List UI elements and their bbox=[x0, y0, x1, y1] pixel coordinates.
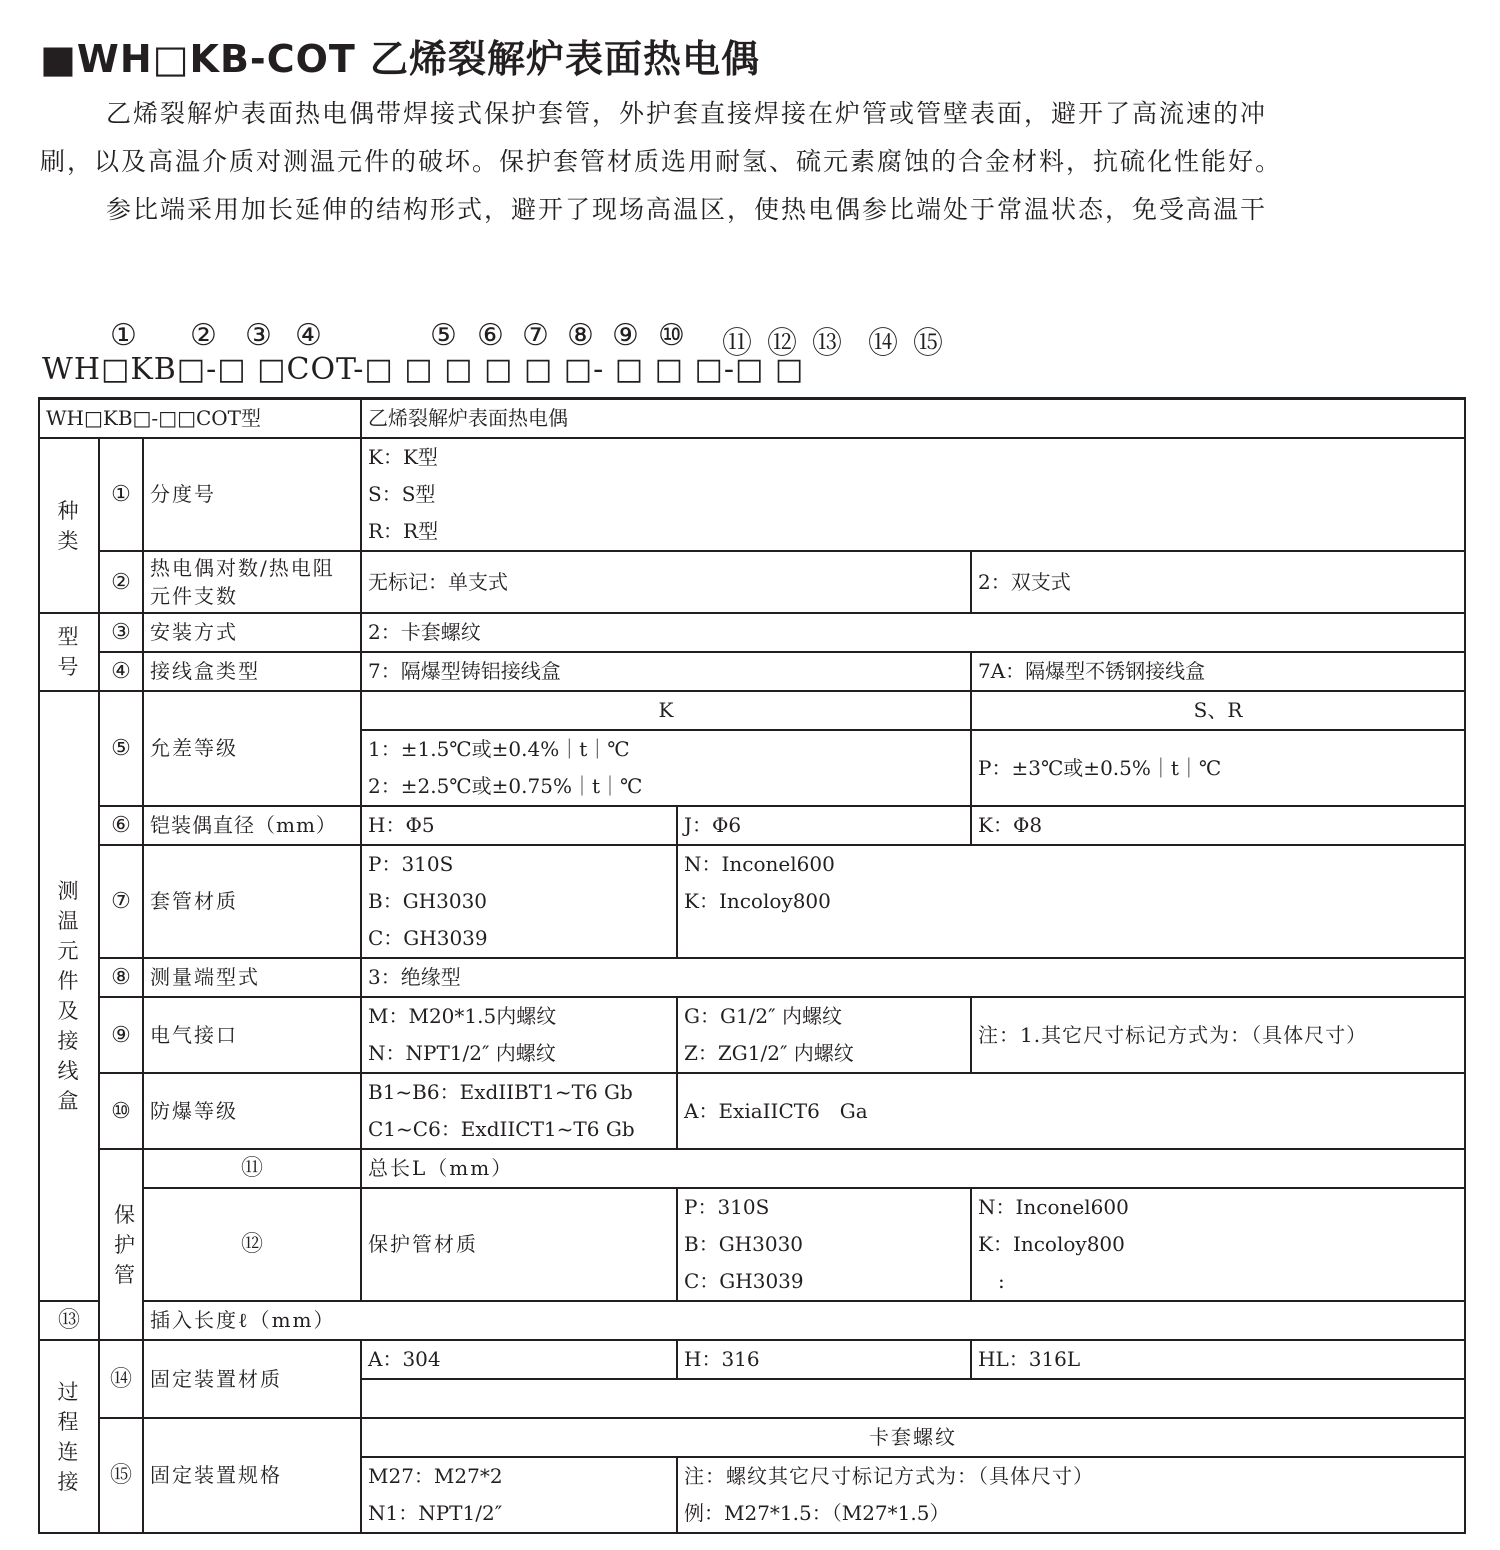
option-cell bbox=[361, 1457, 677, 1533]
code-num: ⑨ bbox=[612, 318, 639, 353]
table-row bbox=[39, 438, 1465, 551]
table-row bbox=[39, 806, 1465, 845]
option-text: 2：±2.5℃或±0.75%｜t｜℃ bbox=[368, 774, 643, 798]
category-type: 种类 bbox=[39, 438, 99, 613]
table-row bbox=[39, 399, 1465, 439]
row-label: 热电偶对数/热电阻元件支数 bbox=[143, 551, 361, 613]
option-text: G：G1/2″ 内螺纹 bbox=[684, 1004, 842, 1028]
option-text: K：K型 bbox=[368, 445, 438, 469]
table-row bbox=[39, 1149, 1465, 1188]
option-text: Z：ZG1/2″ 内螺纹 bbox=[684, 1041, 854, 1065]
row-label: 保护管材质 bbox=[361, 1188, 677, 1301]
option-cell: 2：卡套螺纹 bbox=[361, 613, 1465, 652]
code-num: ⑥ bbox=[477, 318, 504, 353]
option-cell bbox=[677, 997, 971, 1073]
option-text: : bbox=[978, 1269, 1005, 1293]
option-cell: H：Φ5 bbox=[361, 806, 677, 845]
code-num: ④ bbox=[295, 318, 322, 353]
row-label: 插入长度ℓ（mm） bbox=[143, 1301, 1465, 1340]
option-cell: P：±3℃或±0.5%｜t｜℃ bbox=[971, 730, 1465, 806]
code-num: ⑭ bbox=[868, 326, 898, 361]
table-row bbox=[39, 997, 1465, 1073]
option-text: R：R型 bbox=[368, 519, 439, 543]
row-label: 总长L（mm） bbox=[361, 1149, 1465, 1188]
row-label: 套管材质 bbox=[143, 845, 361, 958]
row-num: ⑦ bbox=[99, 845, 143, 958]
table-row bbox=[39, 1418, 1465, 1457]
option-text: N：Inconel600 bbox=[978, 1195, 1129, 1219]
option-text: K：Incoloy800 bbox=[684, 889, 831, 913]
option-text: C：GH3039 bbox=[684, 1269, 804, 1293]
option-text: B：GH3030 bbox=[684, 1232, 804, 1256]
row-label: 测量端型式 bbox=[143, 958, 361, 997]
code-num: ⑦ bbox=[522, 318, 549, 353]
option-cell bbox=[361, 845, 677, 958]
code-num: ⑫ bbox=[767, 326, 797, 361]
row-num: ⑭ bbox=[99, 1340, 143, 1418]
option-text: 注：螺纹其它尺寸标记方式为：（具体尺寸） bbox=[684, 1464, 1094, 1488]
row-label: 电气接口 bbox=[143, 997, 361, 1073]
note-cell bbox=[677, 1457, 1465, 1533]
option-text: S：S型 bbox=[368, 482, 436, 506]
subheader-k: K bbox=[361, 691, 971, 730]
option-cell: 7A：隔爆型不锈钢接线盒 bbox=[971, 652, 1465, 691]
intro-line: 刷，以及高温介质对测温元件的破坏。保护套管材质选用耐氢、硫元素腐蚀的合金材料，抗硫化性能好。 bbox=[40, 147, 1283, 176]
row-num: ⑫ bbox=[143, 1188, 361, 1301]
table-row bbox=[39, 1073, 1465, 1149]
note-cell: 注：1.其它尺寸标记方式为：（具体尺寸） bbox=[971, 997, 1465, 1073]
table-row bbox=[39, 1301, 1465, 1340]
desc-cell: 乙烯裂解炉表面热电偶 bbox=[361, 399, 1465, 439]
spec-table bbox=[38, 397, 1466, 1534]
option-cell: H：316 bbox=[677, 1340, 971, 1379]
option-cell: 2：双支式 bbox=[971, 551, 1465, 613]
table-row bbox=[39, 551, 1465, 613]
row-num: ⑬ bbox=[39, 1301, 99, 1340]
row-label: 安装方式 bbox=[143, 613, 361, 652]
subheader-sr: S、R bbox=[971, 691, 1465, 730]
option-text: N1：NPT1/2″ bbox=[368, 1501, 503, 1525]
table-row bbox=[39, 613, 1465, 652]
table-row bbox=[39, 845, 1465, 958]
code-num: ① bbox=[110, 318, 137, 353]
row-label: 分度号 bbox=[143, 438, 361, 551]
option-text: M27：M27*2 bbox=[368, 1464, 503, 1488]
option-cell: J：Φ6 bbox=[677, 806, 971, 845]
option-cell: 3：绝缘型 bbox=[361, 958, 1465, 997]
option-cell: A：ExiaIICT6 Ga bbox=[677, 1073, 1465, 1149]
option-text: C：GH3039 bbox=[368, 926, 488, 950]
option-text: C1~C6：ExdIICT1~T6 Gb bbox=[368, 1117, 635, 1141]
option-cell bbox=[361, 1073, 677, 1149]
row-label: 铠装偶直径（mm） bbox=[143, 806, 361, 845]
table-row bbox=[39, 652, 1465, 691]
code-num: ⑩ bbox=[658, 318, 685, 353]
code-num: ③ bbox=[245, 318, 272, 353]
option-text: P：310S bbox=[684, 1195, 770, 1219]
row-label: 接线盒类型 bbox=[143, 652, 361, 691]
option-text: N：Inconel600 bbox=[684, 852, 835, 876]
page-title: ■WH□KB-COT 乙烯裂解炉表面热电偶 bbox=[40, 37, 761, 81]
row-num: ⑮ bbox=[99, 1418, 143, 1533]
category-model: 型号 bbox=[39, 613, 99, 691]
option-cell: 7：隔爆型铸铝接线盒 bbox=[361, 652, 971, 691]
empty-cell bbox=[361, 1379, 1465, 1418]
row-label: 防爆等级 bbox=[143, 1073, 361, 1149]
code-num: ⑬ bbox=[812, 326, 842, 361]
option-cell: 无标记：单支式 bbox=[361, 551, 971, 613]
code-num: ⑪ bbox=[722, 326, 752, 361]
row-num: ⑧ bbox=[99, 958, 143, 997]
intro-text bbox=[40, 90, 1465, 234]
model-cell: WH□KB□-□□COT型 bbox=[39, 399, 361, 439]
table-row bbox=[39, 958, 1465, 997]
row-num: ⑤ bbox=[99, 691, 143, 806]
category-protect: 保护管 bbox=[99, 1149, 143, 1340]
row-num: ⑨ bbox=[99, 997, 143, 1073]
option-cell bbox=[971, 1188, 1465, 1301]
option-text: N：NPT1/2″ 内螺纹 bbox=[368, 1041, 556, 1065]
row-num: ③ bbox=[99, 613, 143, 652]
code-num: ⑧ bbox=[567, 318, 594, 353]
option-text: 例：M27*1.5：（M27*1.5） bbox=[684, 1501, 950, 1525]
intro-line: 乙烯裂解炉表面热电偶带焊接式保护套管，外护套直接焊接在炉管或管壁表面，避开了高流速的冲 bbox=[106, 99, 1268, 128]
row-label: 固定装置规格 bbox=[143, 1418, 361, 1533]
option-text: K：Incoloy800 bbox=[978, 1232, 1125, 1256]
option-text: B：GH3030 bbox=[368, 889, 488, 913]
option-cell: HL：316L bbox=[971, 1340, 1465, 1379]
option-text: B1~B6：ExdIIBT1~T6 Gb bbox=[368, 1080, 633, 1104]
row-num: ⑥ bbox=[99, 806, 143, 845]
category-process: 过程连接 bbox=[39, 1340, 99, 1533]
row-label: 固定装置材质 bbox=[143, 1340, 361, 1418]
option-text: P：310S bbox=[368, 852, 454, 876]
option-text: M：M20*1.5内螺纹 bbox=[368, 1004, 557, 1028]
option-cell bbox=[361, 730, 971, 806]
row-label: 允差等级 bbox=[143, 691, 361, 806]
table-row bbox=[39, 691, 1465, 730]
table-row bbox=[39, 1188, 1465, 1301]
option-cell: K：Φ8 bbox=[971, 806, 1465, 845]
option-cell bbox=[361, 997, 677, 1073]
model-code-line: WH□KB□-□ □COT-□ □ □ □ □ □- □ □ □-□ □ bbox=[42, 352, 805, 387]
row-num: ④ bbox=[99, 652, 143, 691]
option-text: 1：±1.5℃或±0.4%｜t｜℃ bbox=[368, 737, 630, 761]
table-row bbox=[39, 1340, 1465, 1379]
subheader-ferrule: 卡套螺纹 bbox=[361, 1418, 1465, 1457]
option-cell bbox=[361, 438, 1465, 551]
category-sensor: 测温元件及接线盒 bbox=[39, 691, 99, 1301]
option-cell bbox=[677, 845, 1465, 958]
option-cell bbox=[677, 1188, 971, 1301]
intro-line: 参比端采用加长延伸的结构形式，避开了现场高温区，使热电偶参比端处于常温状态，免受高温干 bbox=[106, 195, 1268, 224]
row-num: ⑩ bbox=[99, 1073, 143, 1149]
code-num: ⑮ bbox=[913, 326, 943, 361]
row-num: ① bbox=[99, 438, 143, 551]
code-num: ⑤ bbox=[430, 318, 457, 353]
row-num: ⑪ bbox=[143, 1149, 361, 1188]
row-num: ② bbox=[99, 551, 143, 613]
option-cell: A：304 bbox=[361, 1340, 677, 1379]
code-num: ② bbox=[190, 318, 217, 353]
